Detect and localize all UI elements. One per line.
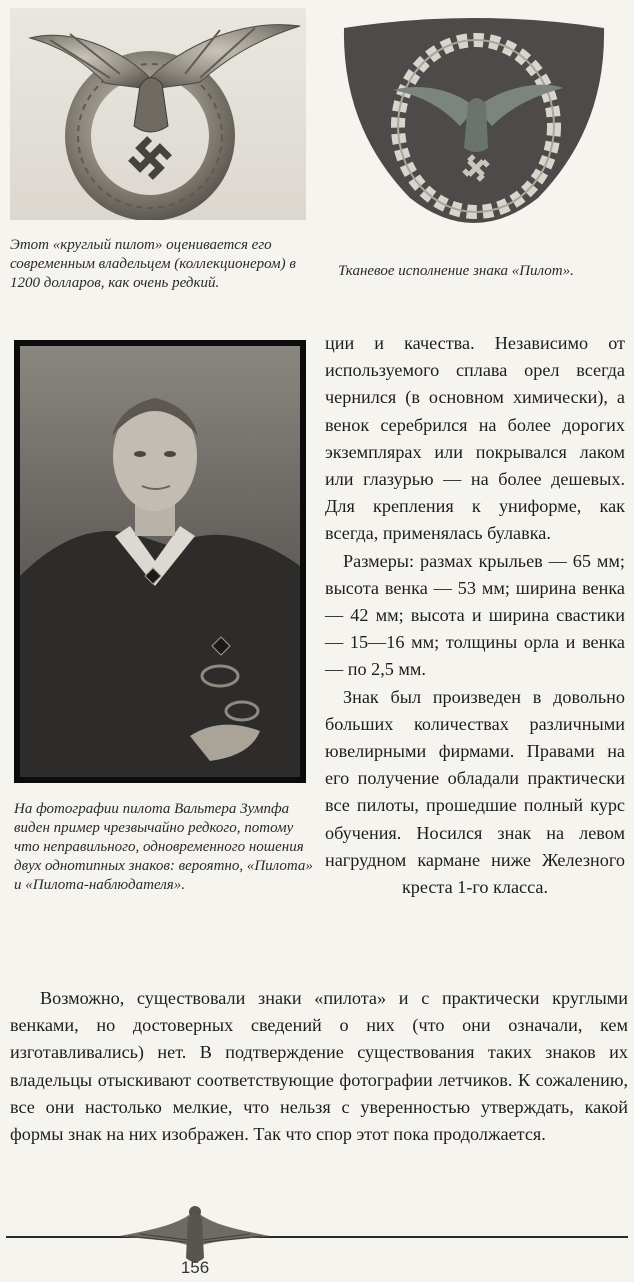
cloth-pilot-badge-image [338,8,610,244]
pilot-portrait-image [20,346,300,777]
cloth-version-caption: Тканевое исполнение знака «Пилот». [338,263,574,279]
round-pilot-badge-image [10,8,306,220]
full-width-text [10,985,628,1148]
portrait-caption: На фотографии пилота Вальтера Зумпфа виден пример чрезвычайно редкого, потому что неправильного, одновременного ношения двух однотипных знаков: вероятно, «Пилота» и «Пилота-наблюдателя». [14,801,313,893]
column-paragraph-3: Знак был произведен в довольно больших количествах различными ювелирными фирмами. Правами на его получение обладали практически все пилоты, прошедшие полный курс обучения. Носился знак на левом нагрудном кармане ниже Железного креста 1-го класса. [325,686,625,898]
footer-rule-right [232,1236,628,1238]
round-pilot-caption: Этот «круглый пилот» оценивается его современным владельцем (коллекционером) в 1200 долларов, как очень редкий. [10,237,296,291]
column-paragraph-1: ции и качества. Независимо от используемого сплава орел всегда чернился (в основном химически), а венок серебрился на более дорогих экземплярах или покрывался лаком или глазурью — на более дешевых. Для крепления к униформе, как всегда, применялась булавка. [325,333,625,544]
column-paragraph-2: Размеры: размах крыльев — 65 мм; высота венка — 53 мм; ширина венка — 42 мм; высота и ширина свастики — 15—16 мм; толщины орла и венка — по 2,5 мм. [325,550,625,680]
cloth-pilot-badge-photo [338,8,610,244]
right-column-text [325,330,625,901]
page-number: 156 [180,1258,210,1277]
full-paragraph-1: Возможно, существовали знаки «пилота» и с практически круглыми венками, но достоверных сведений о них (что они означали, кем изготавливались) нет. В подтверждение существования таких знаков их владельцы отыскивают соответствующие фотографии летчиков. К сожалению, все они настолько мелкие, что нельзя с уверенностью утверждать, какой формы знак на них изображен. Так что спор этот пока продолжается. [10,988,628,1145]
pilot-portrait-photo [14,340,306,783]
round-pilot-badge-photo [10,8,306,220]
